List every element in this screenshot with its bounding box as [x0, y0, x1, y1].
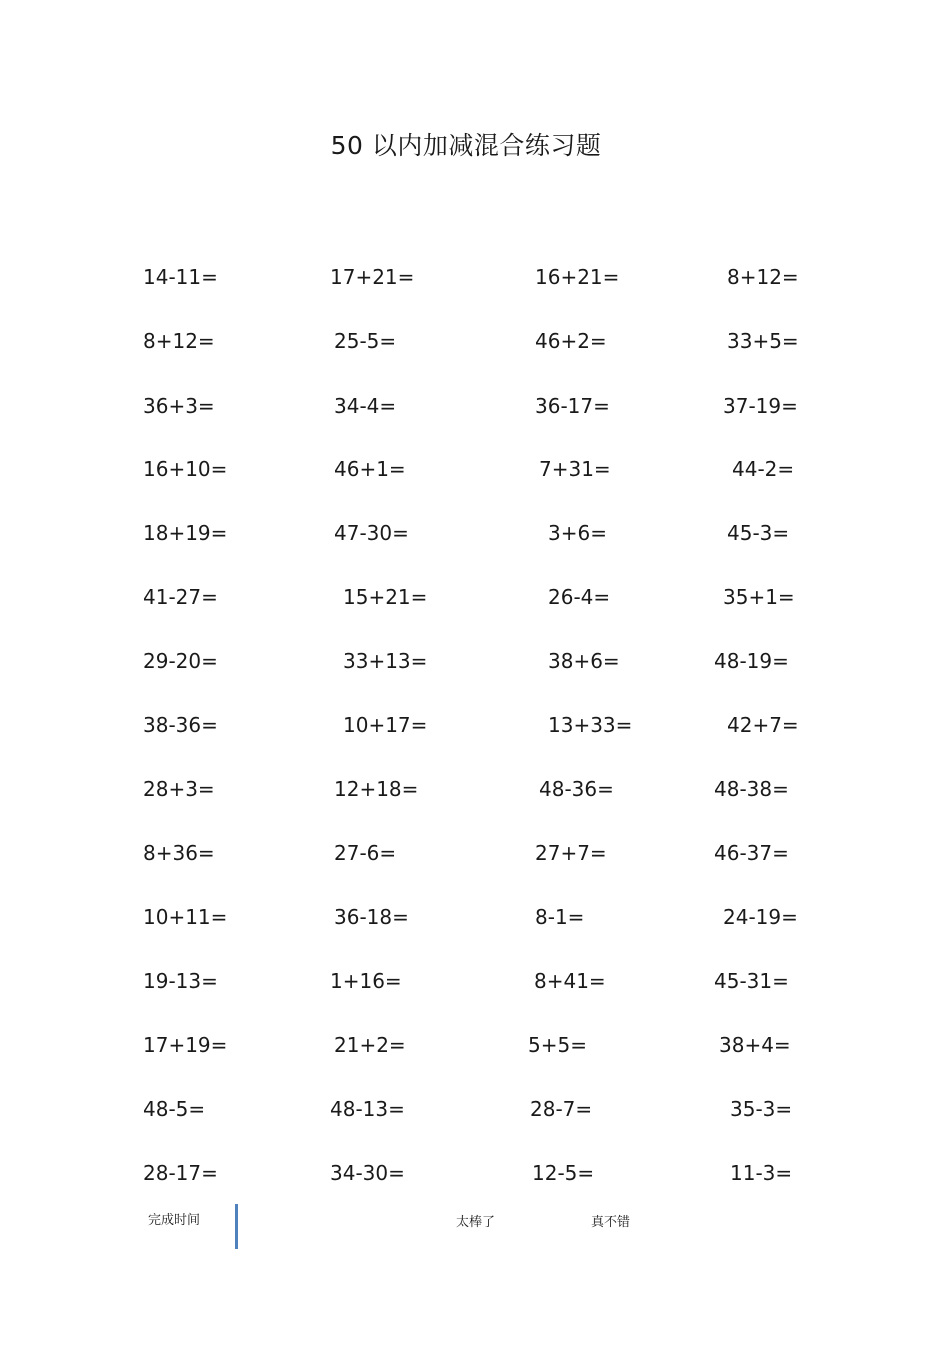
divider-line	[235, 1204, 238, 1249]
problem-item: 42+7=	[727, 713, 799, 737]
problem-item: 44-2=	[732, 457, 795, 481]
problem-item: 8+36=	[143, 841, 215, 865]
problem-item: 8+12=	[143, 329, 215, 353]
problem-item: 28+3=	[143, 777, 215, 801]
problem-item: 8+41=	[534, 969, 606, 993]
problem-item: 18+19=	[143, 521, 228, 545]
problem-item: 47-30=	[334, 521, 409, 545]
problem-item: 45-31=	[714, 969, 789, 993]
problem-item: 46+2=	[535, 329, 607, 353]
great-label: 太棒了	[456, 1215, 496, 1230]
problem-item: 37-19=	[723, 394, 798, 418]
problem-item: 28-7=	[530, 1097, 593, 1121]
problem-item: 24-19=	[723, 905, 798, 929]
problem-item: 48-38=	[714, 777, 789, 801]
problem-item: 15+21=	[343, 585, 428, 609]
problem-item: 3+6=	[548, 521, 607, 545]
problem-item: 27-6=	[334, 841, 397, 865]
problem-item: 34-30=	[330, 1161, 405, 1185]
problem-item: 36+3=	[143, 394, 215, 418]
problem-item: 38-36=	[143, 713, 218, 737]
problem-item: 7+31=	[539, 457, 611, 481]
problem-item: 48-13=	[330, 1097, 405, 1121]
problem-item: 10+17=	[343, 713, 428, 737]
problem-item: 1+16=	[330, 969, 402, 993]
problem-item: 48-19=	[714, 649, 789, 673]
problem-item: 27+7=	[535, 841, 607, 865]
problem-item: 25-5=	[334, 329, 397, 353]
problem-item: 46-37=	[714, 841, 789, 865]
problem-item: 16+21=	[535, 265, 620, 289]
problem-item: 35+1=	[723, 585, 795, 609]
problem-item: 29-20=	[143, 649, 218, 673]
problem-item: 35-3=	[730, 1097, 793, 1121]
problem-item: 48-5=	[143, 1097, 206, 1121]
problem-item: 8+12=	[727, 265, 799, 289]
problem-item: 36-17=	[535, 394, 610, 418]
problem-item: 36-18=	[334, 905, 409, 929]
problem-item: 8-1=	[535, 905, 585, 929]
problem-item: 46+1=	[334, 457, 406, 481]
problem-item: 12+18=	[334, 777, 419, 801]
problem-item: 48-36=	[539, 777, 614, 801]
problem-item: 21+2=	[334, 1033, 406, 1057]
completion-time-label: 完成时间	[148, 1213, 201, 1228]
problem-item: 11-3=	[730, 1161, 793, 1185]
problem-item: 14-11=	[143, 265, 218, 289]
problem-item: 26-4=	[548, 585, 611, 609]
problem-item: 34-4=	[334, 394, 397, 418]
problem-item: 10+11=	[143, 905, 228, 929]
problem-item: 38+6=	[548, 649, 620, 673]
good-label: 真不错	[591, 1215, 631, 1230]
problem-item: 17+21=	[330, 265, 415, 289]
problem-item: 12-5=	[532, 1161, 595, 1185]
problem-item: 38+4=	[719, 1033, 791, 1057]
problem-item: 28-17=	[143, 1161, 218, 1185]
problem-item: 16+10=	[143, 457, 228, 481]
problem-item: 19-13=	[143, 969, 218, 993]
problem-item: 33+5=	[727, 329, 799, 353]
problem-item: 17+19=	[143, 1033, 228, 1057]
problem-item: 13+33=	[548, 713, 633, 737]
problem-item: 41-27=	[143, 585, 218, 609]
page-title: 50 以内加减混合练习题	[330, 131, 602, 160]
problem-item: 33+13=	[343, 649, 428, 673]
problem-item: 45-3=	[727, 521, 790, 545]
problem-item: 5+5=	[528, 1033, 587, 1057]
